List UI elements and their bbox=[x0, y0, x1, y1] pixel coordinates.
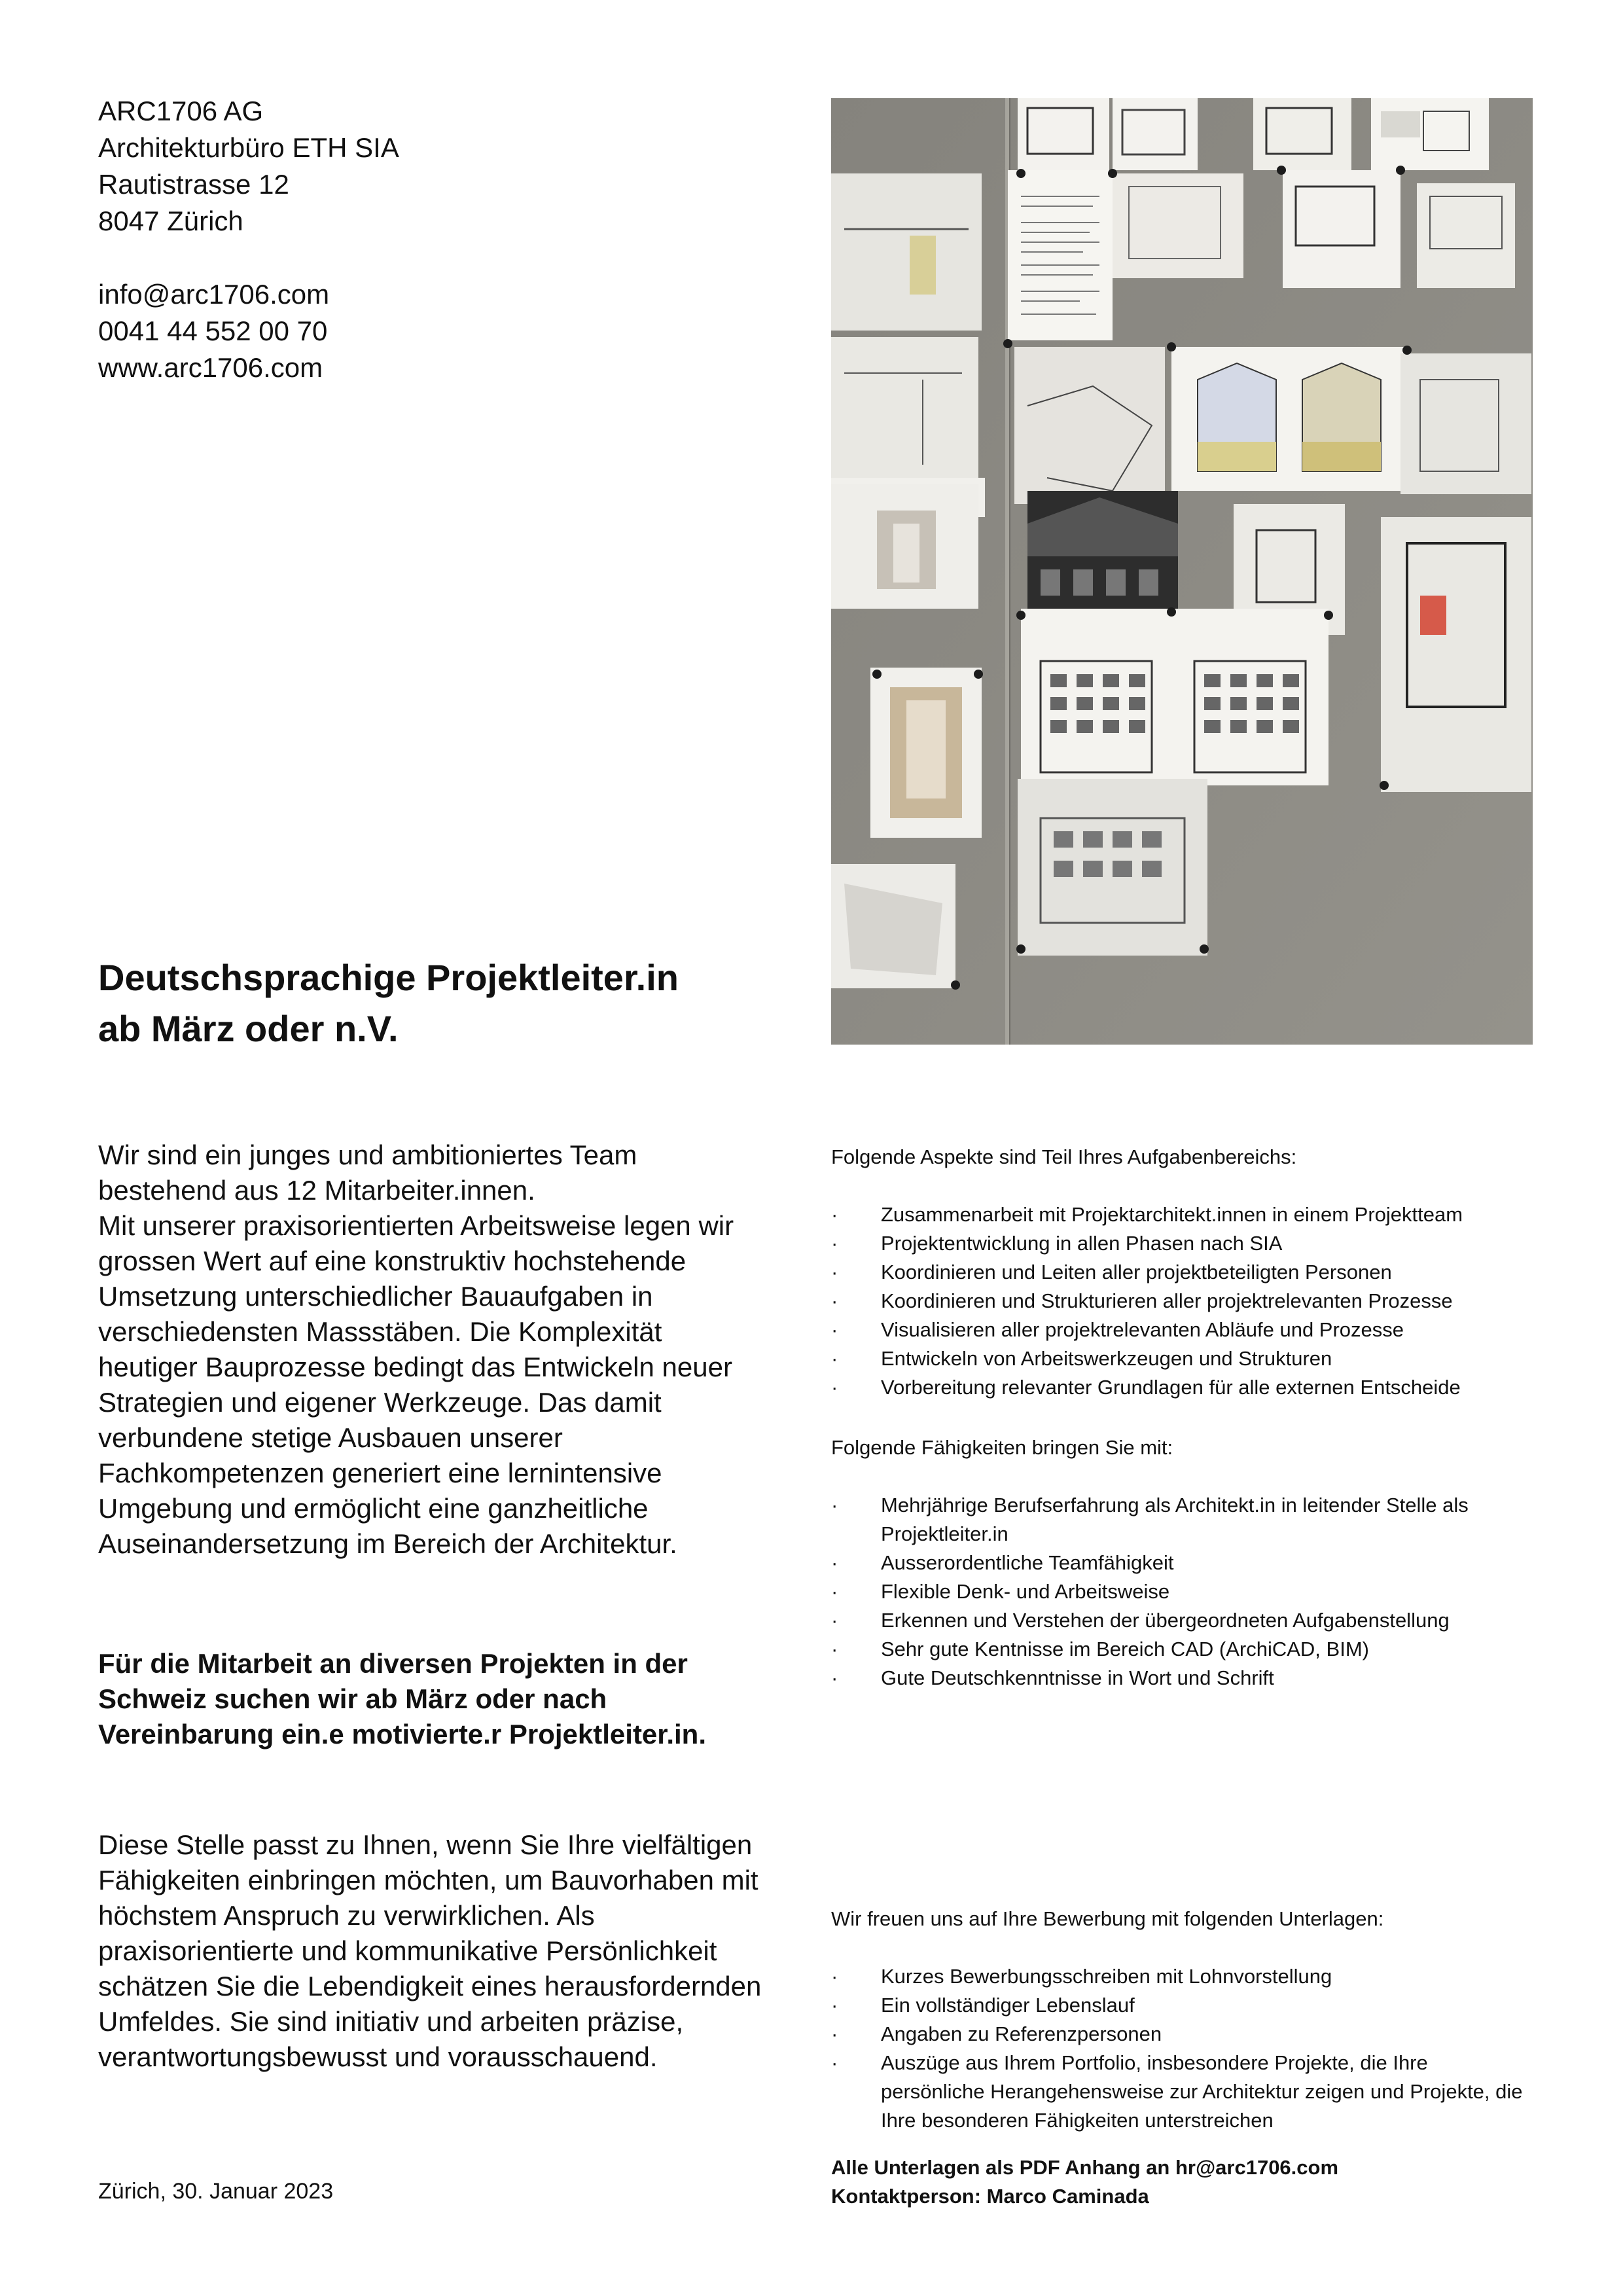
skills-heading: Folgende Fähigkeiten bringen Sie mit: bbox=[831, 1436, 1173, 1459]
website-link[interactable]: www.arc1706.com bbox=[98, 352, 323, 383]
bullet-icon: · bbox=[831, 1289, 838, 1312]
company-name: ARC1706 AG bbox=[98, 96, 264, 126]
list-item: · Visualisieren aller projektrelevanten Abläufe und Prozesse bbox=[831, 1316, 1535, 1344]
email-link[interactable]: info@arc1706.com bbox=[98, 279, 330, 310]
fit-paragraph: Diese Stelle passt zu Ihnen, wenn Sie Ihre vielfältigen Fähigkeiten einbringen möchten, um Bauvorhaben mit höchstem Anspruch zu verwirklichen. Als praxisorientierte und kommunikative Persönlichkeit schätzen Sie die Lebendigkeit eines herausfordernden Umfeldes. Sie sind initiativ und arbeiten präzise, verantwortungsbewusst und vorausschauend. bbox=[98, 1829, 762, 2072]
job-title-line-1: Deutschsprachige Projektleiter.in bbox=[98, 957, 679, 998]
bullet-icon: · bbox=[831, 1232, 838, 1255]
list-item: · Koordinieren und Strukturieren aller projektrelevanten Prozesse bbox=[831, 1287, 1535, 1316]
bullet-icon: · bbox=[831, 1580, 838, 1603]
company-subtitle: Architekturbüro ETH SIA bbox=[98, 132, 399, 163]
search-statement: Für die Mitarbeit an diversen Projekten in der Schweiz suchen wir ab März oder nach Vereinbarung ein.e motivierte.r Projektleiter.in. bbox=[98, 1648, 706, 1749]
contact-block bbox=[98, 93, 399, 386]
list-item: · Gute Deutschkenntnisse in Wort und Schrift bbox=[831, 1664, 1535, 1693]
bullet-icon: · bbox=[831, 1638, 838, 1660]
bullet-icon: · bbox=[831, 1494, 838, 1516]
documents-list bbox=[831, 1962, 1535, 2135]
bullet-icon: · bbox=[831, 1666, 838, 1689]
intro-paragraph-2: Mit unserer praxisorientierten Arbeitsweise legen wir grossen Wert auf eine konstruktiv hochstehende Umsetzung unterschiedlicher Bauaufgaben in verschiedensten Massstäben. Die Komplexität heutiger Bauprozesse bedingt das Entwickeln neuer Strategien und eigener Werkzeuge. Das damit verbundene stetige Ausbauen unserer Fachkompetenzen generiert eine lernintensive Umgebung und ermöglicht eine ganzheitliche Auseinandersetzung im Bereich der Architektur. bbox=[98, 1210, 734, 1559]
bullet-icon: · bbox=[831, 1347, 838, 1370]
street-address: Rautistrasse 12 bbox=[98, 169, 289, 200]
pdf-instruction[interactable]: Alle Unterlagen als PDF Anhang an hr@arc1706.com bbox=[831, 2156, 1339, 2179]
bullet-icon: · bbox=[831, 2051, 838, 2074]
job-title-line-2: ab März oder n.V. bbox=[98, 1008, 399, 1049]
list-item: · Vorbereitung relevanter Grundlagen für alle externen Entscheide bbox=[831, 1373, 1535, 1402]
documents-section bbox=[831, 1905, 1535, 2135]
bullet-icon: · bbox=[831, 1609, 838, 1632]
bullet-icon: · bbox=[831, 1551, 838, 1574]
list-item: · Projektentwicklung in allen Phasen nach SIA bbox=[831, 1229, 1535, 1258]
bullet-icon: · bbox=[831, 1203, 838, 1226]
list-item: · Kurzes Bewerbungsschreiben mit Lohnvorstellung bbox=[831, 1962, 1535, 1991]
list-item: · Zusammenarbeit mit Projektarchitekt.innen in einem Projektteam bbox=[831, 1200, 1535, 1229]
list-item: · Sehr gute Kentnisse im Bereich CAD (ArchiCAD, BIM) bbox=[831, 1635, 1535, 1664]
bullet-icon: · bbox=[831, 1318, 838, 1341]
list-item: · Ein vollständiger Lebenslauf bbox=[831, 1991, 1535, 2020]
list-item: · Mehrjährige Berufserfahrung als Architekt.in in leitender Stelle als Projektleiter.in bbox=[831, 1491, 1535, 1549]
intro-paragraph-1: Wir sind ein junges und ambitioniertes Team bestehend aus 12 Mitarbeiter.innen. bbox=[98, 1139, 637, 1206]
intro-text bbox=[98, 1138, 766, 1562]
tasks-section bbox=[831, 1143, 1535, 1402]
list-item: · Erkennen und Verstehen der übergeordneten Aufgabenstellung bbox=[831, 1606, 1535, 1635]
bullet-icon: · bbox=[831, 1965, 838, 1988]
list-item: · Auszüge aus Ihrem Portfolio, insbesondere Projekte, die Ihre persönliche Herangehensweise zur Architektur zeigen und Projekte, die Ihre besonderen Fähigkeiten unterstreichen bbox=[831, 2049, 1535, 2135]
list-item: · Ausserordentliche Teamfähigkeit bbox=[831, 1549, 1535, 1577]
bullet-icon: · bbox=[831, 1994, 838, 2017]
pinboard-photo bbox=[831, 98, 1533, 1045]
date-line: Zürich, 30. Januar 2023 bbox=[98, 2179, 334, 2204]
skills-list bbox=[831, 1491, 1535, 1693]
bullet-icon: · bbox=[831, 2022, 838, 2045]
bullet-icon: · bbox=[831, 1376, 838, 1399]
documents-heading: Wir freuen uns auf Ihre Bewerbung mit folgenden Unterlagen: bbox=[831, 1907, 1384, 1930]
list-item: · Angaben zu Referenzpersonen bbox=[831, 2020, 1535, 2049]
application-footer bbox=[831, 2153, 1338, 2211]
skills-section bbox=[831, 1433, 1535, 1693]
bullet-icon: · bbox=[831, 1261, 838, 1283]
job-title bbox=[98, 952, 785, 1054]
tasks-list bbox=[831, 1200, 1535, 1402]
list-item: · Entwickeln von Arbeitswerkzeugen und Strukturen bbox=[831, 1344, 1535, 1373]
tasks-heading: Folgende Aspekte sind Teil Ihres Aufgabenbereichs: bbox=[831, 1145, 1297, 1168]
city-address: 8047 Zürich bbox=[98, 206, 243, 236]
list-item: · Koordinieren und Leiten aller projektbeteiligten Personen bbox=[831, 1258, 1535, 1287]
list-item: · Flexible Denk- und Arbeitsweise bbox=[831, 1577, 1535, 1606]
phone-number[interactable]: 0041 44 552 00 70 bbox=[98, 315, 328, 346]
contact-person: Kontaktperson: Marco Caminada bbox=[831, 2185, 1149, 2208]
